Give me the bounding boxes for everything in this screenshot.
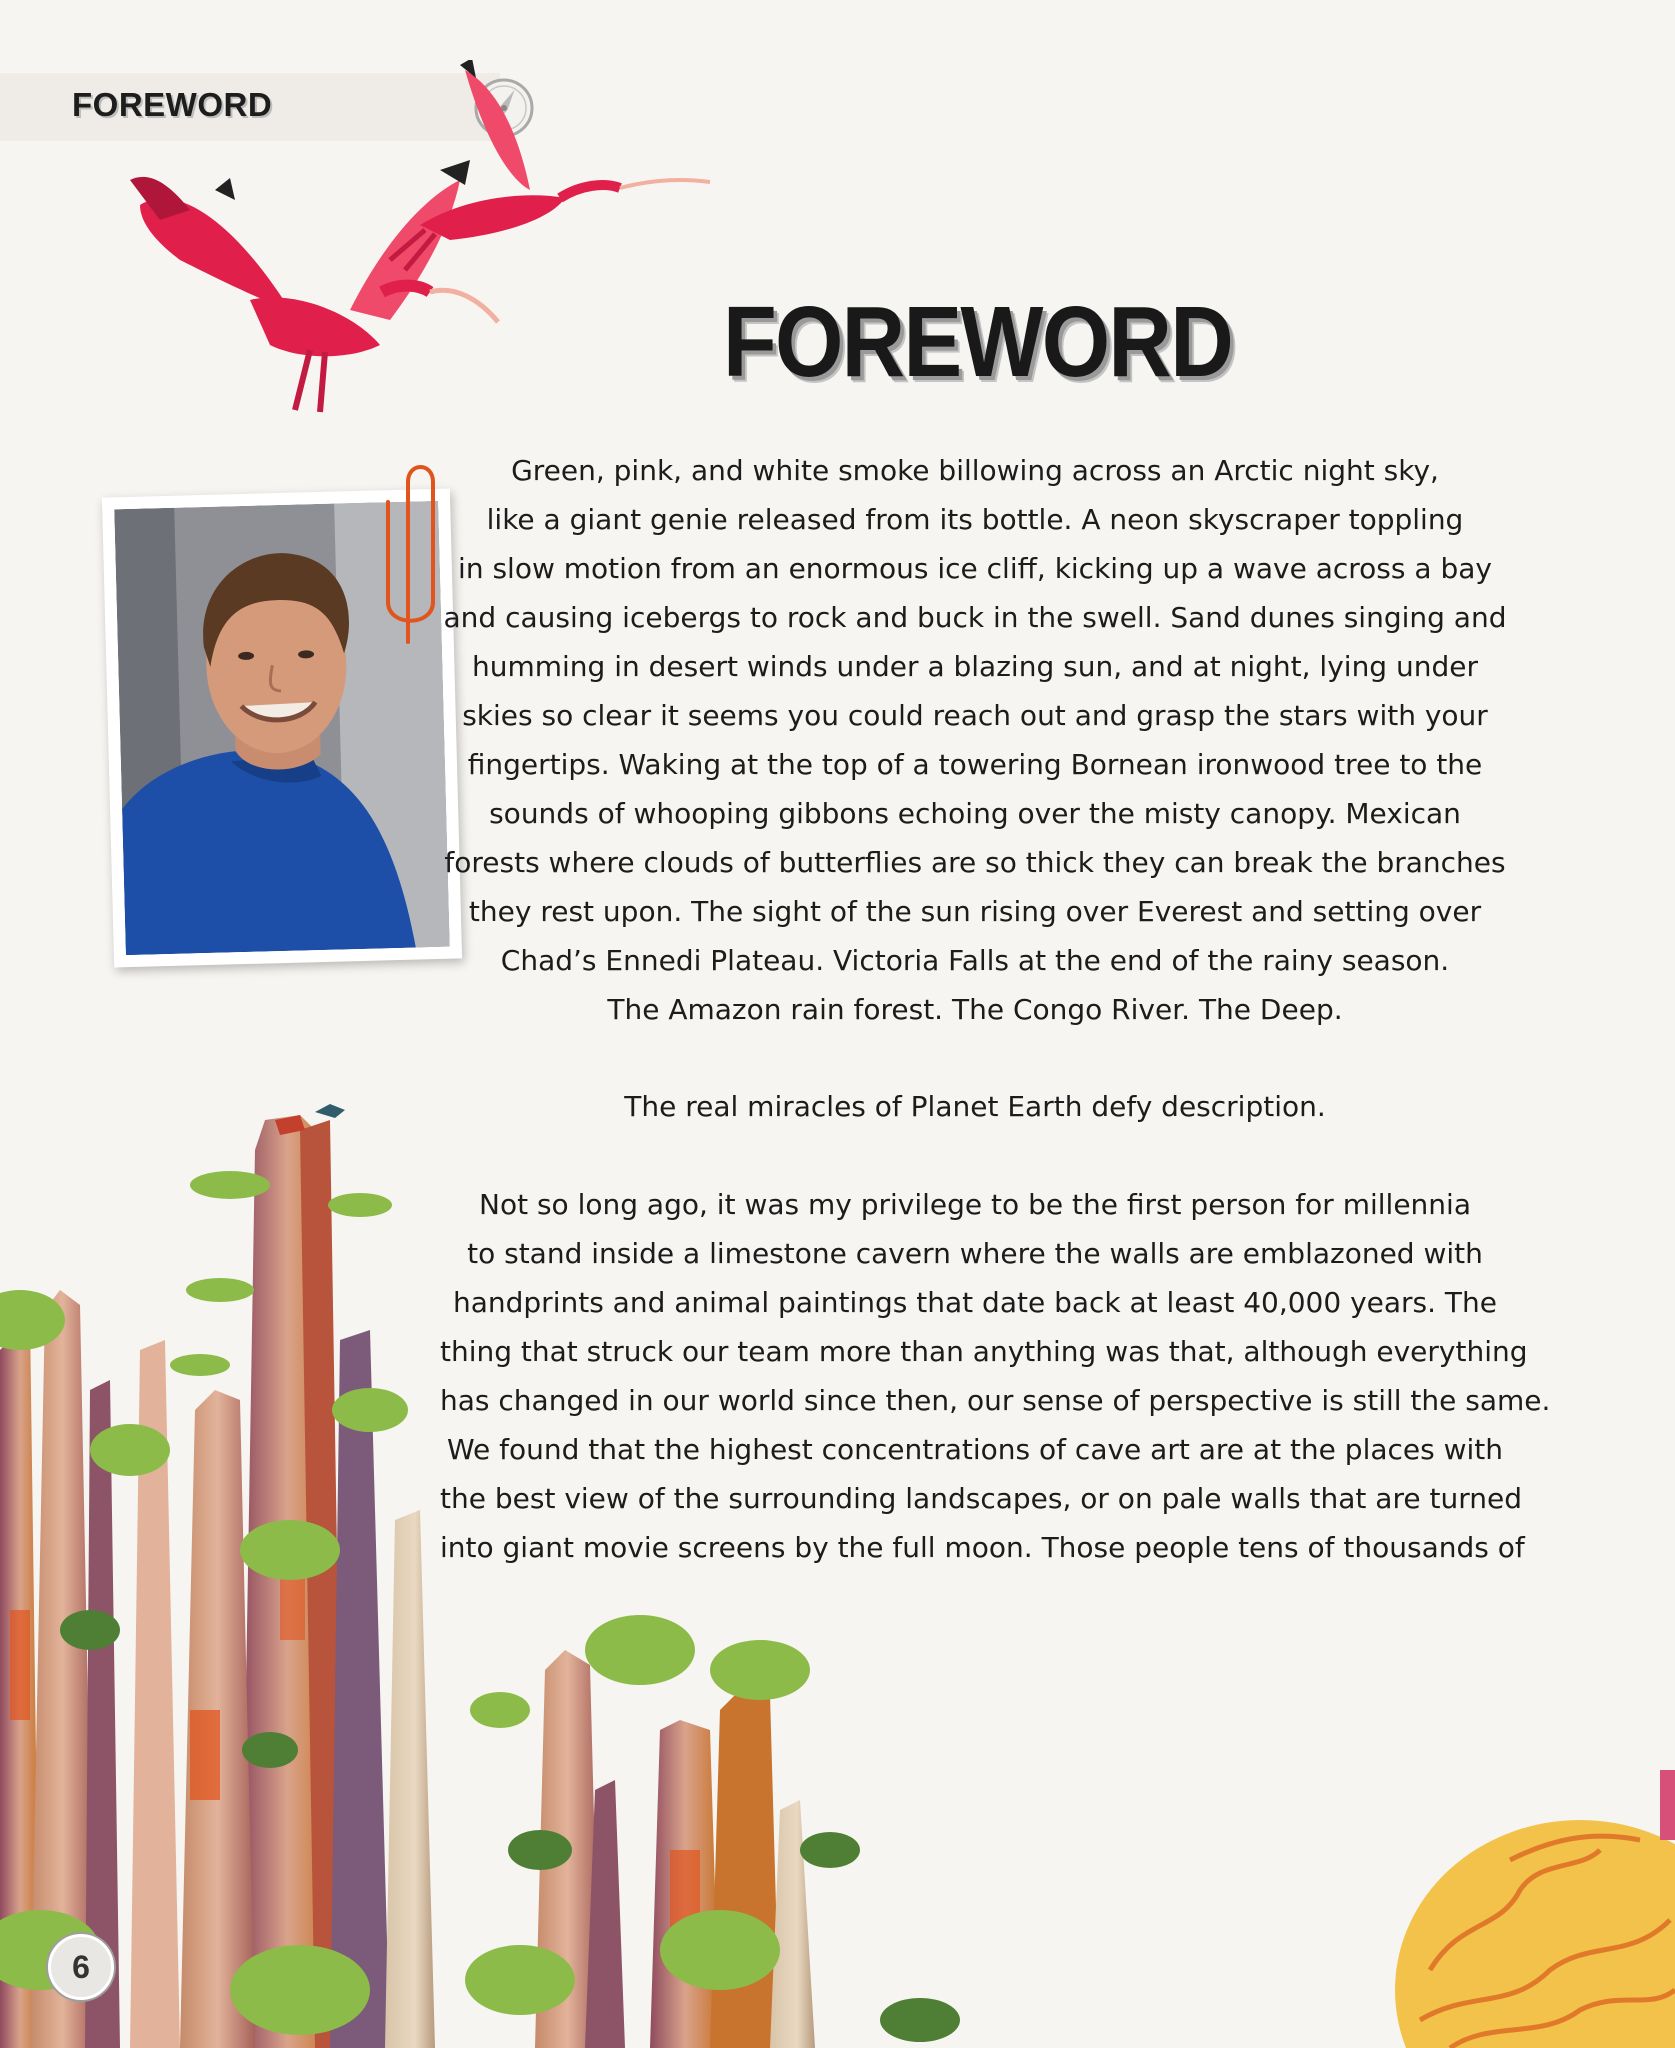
paperclip-icon [368,452,438,652]
rock-pinnacles-illustration [0,1090,1000,2048]
paragraph-3-line: We found that the highest concentrations of cave art are at the places with [446,1433,1504,1466]
brain-coral-illustration [1390,1770,1675,2048]
paragraph-2-line: The real miracles of Planet Earth defy description. [624,1090,1326,1123]
section-label: FOREWORD [72,86,273,123]
paragraph-1-line: in slow motion from an enormous ice cliff, kicking up a wave across a bay [458,552,1492,585]
page-title: FOREWORD [723,286,1232,398]
paragraph-1-line: like a giant genie released from its bottle. A neon skyscraper toppling [486,503,1464,536]
paragraph-1-line: they rest upon. The sight of the sun rising over Everest and setting over [468,895,1482,928]
paragraph-1-line: and causing icebergs to rock and buck in the swell. Sand dunes singing and [443,601,1507,634]
paragraph-3-line: Not so long ago, it was my privilege to be the first person for millennia [479,1188,1471,1221]
paragraph-1-line: Green, pink, and white smoke billowing across an Arctic night sky, [511,454,1439,487]
ibis-left [130,160,498,412]
paragraph-3-line: to stand inside a limestone cavern where the walls are emblazoned with [467,1237,1483,1270]
paragraph-3-line: has changed in our world since then, our sense of perspective is still the same. [440,1384,1551,1417]
paragraph-3-line: the best view of the surrounding landscapes, or on pale walls that are turned [440,1482,1522,1515]
paragraph-1-line: forests where clouds of butterflies are so thick they can break the branches [444,846,1506,879]
paragraph-1-line: humming in desert winds under a blazing sun, and at night, lying under [471,650,1478,683]
paragraph-1-line: skies so clear it seems you could reach out and grasp the stars with your [462,699,1488,732]
scarlet-ibis-illustration [120,60,800,470]
paragraph-3-line: thing that struck our team more than anything was that, although everything [440,1335,1528,1368]
paragraph-3-line: into giant movie screens by the full moon. Those people tens of thousands of [440,1531,1525,1564]
paragraph-1-line: sounds of whooping gibbons echoing over the misty canopy. Mexican [489,797,1461,830]
page-number: 6 [72,1949,90,1985]
paragraph-1-line: Chad’s Ennedi Plateau. Victoria Falls at the end of the rainy season. [500,944,1450,977]
paragraph-1 [440,446,1510,1034]
paragraph-3-line: handprints and animal paintings that date back at least 40,000 years. The [452,1286,1497,1319]
paragraph-1-line: The Amazon rain forest. The Congo River. The Deep. [607,993,1343,1026]
paragraph-1-line: fingertips. Waking at the top of a towering Bornean ironwood tree to the [467,748,1483,781]
